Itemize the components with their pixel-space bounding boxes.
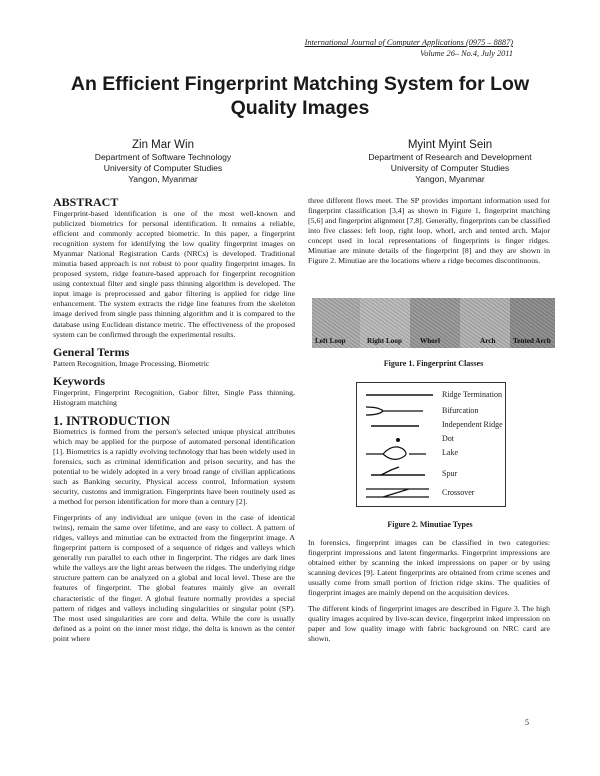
figure-2-caption: Figure 2. Minutiae Types [387,520,473,529]
body-paragraph: The different kinds of fingerprint images are described in Figure 3. The high quality images acquired by live-scan device, fingerprint inked impression on paper and low quality image with fabric background on NRC card are shown. [308,604,550,644]
minutiae-label: Spur [442,469,458,478]
author-name: Zin Mar Win [132,139,194,151]
body-paragraph: In forensics, fingerprint images can be classified in two categories: fingerprint impressions and latent fingermarks. Fingerprint impressions are obtained either by scanning the inked impressions on paper or by using scanning devices [9]. Latent fingerprints are obtained from crime scenes and usually come from small portion of friction ridge skins. The qualities of fingerprint images are mainly depend on the acquisition devices. [308,538,550,598]
author-block-1 [53,138,273,184]
introduction-paragraph: Biometrics is formed from the person's selected unique physical attributes which may be applied for the purpose of automated personal identification [1]. Biometrics is a rapidly evolving technology that has been widely used in forensics, such as criminal identification and prison security, and has the potential to be widely adopted in a very broad range of civilian applications such as Banking security, Physical access control, Information system security, customs and immigration. Fingerprints have been routinely used as a method for person identification for more than a century [2]. [53,426,295,507]
right-column [308,196,550,272]
author-location: Yangon, Myanmar [128,173,198,184]
minutiae-label: Bifurcation [442,406,479,415]
introduction-paragraph: Fingerprints of any individual are unique (even in the case of identical twins), remain the same over lifetime, and are easy to collect. A pattern of ridges, valleys and minutiae can be extracted from the fingerprint image. A fingerprint pattern is composed of a sequence of ridges and valleys which generally run parallel to each other in fingerprint. The ridges are dark lines while the valleys are the light areas between the ridges. The underlying ridge structure pattern can be analyzed on a global and local level. These are the features of fingerprint. The global features mainly give an overall characteristic of the finger. A global feature normally provides a special pattern of ridges and valleys including singularities or singular point (SP). The most used singularities are core and delta. While the core is usually defined as a point on the inner most ridge, the delta is known as the center point where [53,513,295,643]
minutiae-label: Dot [442,434,454,443]
keywords-heading: Keywords [53,373,105,388]
figure-1-label: Tented Arch [513,337,551,345]
paper-title [40,72,560,120]
author-university: University of Computer Studies [103,162,223,173]
author-department: Department of Research and Development [368,152,532,162]
minutiae-label: Crossover [442,488,475,497]
journal-header [305,38,513,59]
figure-1-label: Whorl [420,337,440,345]
minutiae-label: Independent Ridge [442,420,503,429]
figure-1-label: Arch [480,337,496,345]
figure-1-caption: Figure 1. Fingerprint Classes [383,359,484,368]
general-terms-heading: General Terms [53,344,130,359]
figure-1-fingerprint-classes-image [312,298,555,348]
figure-1-label: Right Loop [367,337,402,345]
minutiae-label: Ridge Termination [442,390,502,399]
figure-1-label: Left Loop [315,337,346,345]
page-number: 5 [525,718,529,727]
author-name: Myint Myint Sein [407,139,493,151]
introduction-heading: 1. INTRODUCTION [53,412,171,428]
author-university: University of Computer Studies [390,162,510,173]
body-paragraph: three different flows meet. The SP provides important information used for fingerprint classification [3,4] as shown in Figure 1, fingerprint matching [5,6] and fingerprint alignment [7,8]. Generally, fingerprints can be classified into five classes: left loop, right loop, whorl, arch and tented arch. Major concept used in local representations of fingerprints is finger ridges. Minutiae are minute details of the fingerprint [8] and they are shown in Figure 2. Minutiae are the locations where a ridge becomes discontinuous. [308,196,550,266]
journal-volume: Volume 26– No.4, July 2011 [420,48,513,58]
paper-title-line1: An Efficient Fingerprint Matching System for Low [70,73,530,95]
keywords-text: Fingerprint, Fingerprint Recognition, Gabor filter, Single Pass thinning, Histogram matching [53,387,295,407]
paper-title-line2: Quality Images [230,97,370,119]
author-block-2 [330,138,570,184]
author-location: Yangon, Myanmar [415,173,485,184]
right-column-lower [308,538,550,650]
figure-2-minutiae-diagram [356,382,506,507]
author-department: Department of Software Technology [94,152,232,162]
abstract-heading: ABSTRACT [53,195,119,209]
abstract-text: Fingerprint-based identification is one of the most well-known and publicized biometrics for personal identification. It remains a reliable, efficient and commonly accepted biometric. In this paper, a fingerprint recognition system for identifying the low quality fingerprint images on Myanmar National Registration Cards (NRCs) is developed. Traditional minutia based approach is not robust to poor quality fingerprint images. In proposed system, ridge feature-based approach for fingerprint recognition using contextual filter and single pass thinning algorithm is developed. The input image is preprocessed and gabor filtering is applied for ridge line enhancement. The system extracts the ridge line features from the skeleton image derived from single pass thinning algorithm and it is compared to the database using Euclidean distance metric. The effectiveness of the proposed system can be confirmed through the experimental results. [53,209,295,339]
general-terms-text: Pattern Recognition, Image Processing, Biometric [53,358,210,368]
minutiae-label: Lake [442,448,458,457]
left-column [53,196,295,650]
journal-name: International Journal of Computer Applications (0975 – 8887) [304,38,513,47]
